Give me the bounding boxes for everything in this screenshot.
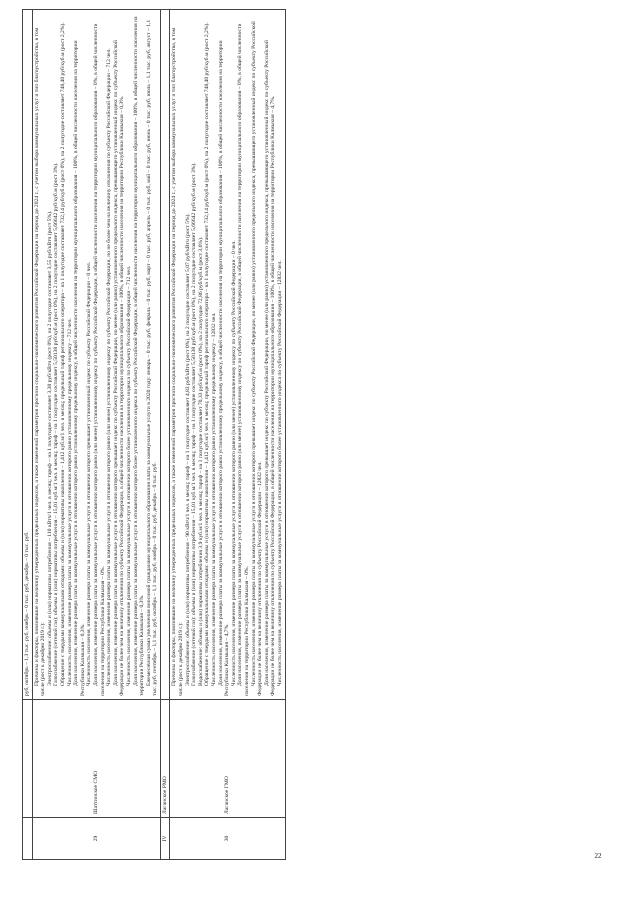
description-paragraph: Численность населения, изменение размера платы за коммунальные услуги в отношении которого более установленного индекса по субъекту Российской Федерации – 12832 чел.: [276, 260, 283, 686]
table-row-30: [170, 10, 285, 860]
description-paragraph: Доля населения, изменение размера платы за коммунальные услуги в отношении которого равно установленному предельному индексу, в общей численности населения на территории муниципального образования – 100%, в общей численности населения на территории Республики Калмыкия – 0,3%.: [73, 40, 86, 696]
description-paragraph: Численность населения, изменение размера платы за коммунальные услуги в отношении которого более установленного индекса по субъекту Российской Федерации – 712 чел.: [125, 265, 132, 686]
description-paragraph: Ежемесячная сумма увеличения вносимой гражданами муниципального образования платы за коммунальные услуги в 2020 году: январь – 0 тыс. руб, февраль – 0 тыс. руб, март – 0 тыс. руб, апрель – 0 тыс. руб, май – 0 тыс. руб, июнь – 0 тыс. руб, июль – 1,1 тыс. руб, август – 1,1 тыс. руб, сентябрь – 1,1 тыс. руб, октябрь – 1,1 тыс. руб, ноябрь – 0 тыс. руб, декабрь – 0 тыс. руб.: [145, 19, 159, 696]
description-paragraph: Доля населения, изменение размера платы за коммунальные услуги в отношении которого равно установленному предельному индексу, в общей численности населения на территории муниципального образования – 100%, в общей численности населения на территории Республики Калмыкия – 4,7%.: [217, 40, 231, 696]
municipality-name: Лаганское ГМО: [170, 700, 285, 818]
description-paragraph: Причины и факторы, повлиявшие на величину утвержденных предельных индексов, а также изменений параметров прогноза социально-экономического развития Российской Федерации на период до 2024 г., с учетом выбора коммунальных услуг и тип благоустройства, в том числе (рост к декабрю 2019 г.):: [171, 27, 185, 696]
description-paragraph: Численность населения, изменение размера платы за коммунальные услуги в отношении которого равно установленному предельному индексу – 12832 чел.: [211, 312, 218, 686]
description-paragraph: Газоснабжение (сетевой газ): объемы и (или) нормативы потребления – 15,01 куб.м/1 чел. в месяц; тариф – на 1 полугодие составляет 5,50138 руб/куб.м (рост 0%), на 2 полугодие составляет 5,66642 руб/куб.м (рост 3%).: [53, 162, 60, 686]
description-paragraph: Газоснабжение (сетевой газ): объемы и (или) нормативы потребления – 15,01 куб.м/1 чел. в месяц; тариф – на 1 полугодие составляет 5,50138 руб/куб.м (рост 0%), на 2 полугодие составляет 5,66642 руб/куб.м (рост 3%).: [191, 162, 198, 686]
row-number: 29: [32, 818, 160, 860]
table-row-29: [32, 10, 160, 860]
section-name: Лаганское РМО: [160, 700, 170, 818]
description-paragraph: Обращение с твердыми коммунальными отходами: объемы и (или) нормативы накопления – 1,412 куб.м/1 чел. в месяц; предельный тариф регионального оператора – на 1 полугодие составляет 732,14 руб/куб.м (рост 0%), на 2 полугодие составляет 748,40 руб/куб.м (рост 2,2%).: [59, 22, 66, 686]
description-paragraph: Электроснабжение: объемы и (или) нормативы потребления – 110 кВтч/1 чел. в месяц; тариф – на 1 полугодие составляет 3,38 руб/кВтч (рост 0%), на 2 полугодие составляет 3,55 руб/кВтч (рост 5%).: [46, 210, 53, 686]
description-paragraph: Электроснабжение: объемы и (или) нормативы потребления – 90 кВтч/1 чел. в месяц; тариф – на 1 полугодие составляет 4,83 руб/кВтч (рост 0%), на 2 полугодие составляет 5,07 руб/кВтч (рост 5%).: [184, 213, 191, 686]
section-number: IV: [160, 818, 170, 860]
description-paragraph: Причины и факторы, повлиявшие на величину утвержденных предельных индексов, а также изменений параметров прогноза социально-экономического развития Российской Федерации на период до 2024 г., с учетом выбора коммунальных услуг и тип благоустройства, в том числе (рост к декабрю 2019 г.):: [33, 27, 47, 696]
description-paragraph: Доля населения, изменение размера платы за коммунальные услуги в отношении которого превышает индекс по субъекту Российской Федерации, но менее (или равно) установленного предельного индекса, превышающего установленный индекс по субъекту Российской Федерации не более чем на величину отклонения по субъекту Российской Федерации, в общей численности населения на территории муниципального образования – 100%, в общей численности населения на территории Республики Калмыкия – 4,7%.: [263, 40, 277, 696]
description-paragraph: Численность населения, изменение размера платы за коммунальные услуги в отношении которого равно (или менее) установленному индексу по субъекту Российской Федерации – 0 чел.: [230, 240, 237, 686]
table-row-continued: [23, 10, 33, 860]
description-paragraph: Доля населения, изменение размера платы за коммунальные услуги в отношении которого равно (или менее) установленному индексу по субъекту Российской Федерации, в общей численности населения на территории муниципального образования – 0%, в общей численности населения на территории Республики Калмыкия – 0%.: [237, 23, 250, 696]
section-description: [160, 10, 170, 700]
description-paragraph: Обращение с твердыми коммунальными отходами: объемы и (или) нормативы накопления – 1,412 куб.м/1 чел. в месяц; предельный тариф регионального оператора – на 1 полугодие составляет 732,14 руб/куб.м (рост 0%), на 2 полугодие составляет 748,40 руб/куб.м (рост 2,2%).: [204, 22, 211, 686]
municipal-indices-table: [22, 9, 286, 860]
table-section-row: [160, 10, 170, 860]
description-paragraph: Доля населения, изменение размера платы за коммунальные услуги в отношении которого более установленного индекса по субъекту Российской Федерации, в общей численности населения на территории муниципального образования – 100%, в общей численности населения на территории Республики Калмыкия – 0,3%.: [132, 16, 146, 696]
description-paragraph: Численность населения, изменение размера платы за коммунальные услуги в отношении которого превышает индекс по субъекту Российской Федерации, но менее (или равно) установленного предельного индекса, превышающего установленный индекс по субъекту Российской Федерации не более чем на величину отклонения по субъекту Российской Федерации – 12832 чел.: [250, 21, 264, 696]
description-paragraph: Доля населения, изменение размера платы за коммунальные услуги в отношении которого равно (или менее) установленному индексу по субъекту Российской Федерации, в общей численности населения на территории муниципального образования – 0%, в общей численности населения на территории Республики Калмыкия – 0%.: [92, 23, 106, 696]
continued-text-cell: [23, 10, 33, 700]
row-number: 30: [170, 818, 285, 860]
row-description: [32, 10, 160, 700]
description-paragraph: Численность населения, изменение размера платы за коммунальные услуги в отношении которого равно установленному предельному индексу – 712 чел.: [66, 318, 73, 686]
cell-num-empty: [23, 818, 33, 860]
municipality-name: Шаттинское СМО: [32, 700, 160, 818]
continued-text: руб, октябрь – 1,3 тыс. руб, ноябрь – 0 тыс. руб, декабрь – 0 тыс. руб.: [24, 531, 30, 696]
description-paragraph: Водоснабжение: объемы и (или) нормативы потребления 3,9 куб.м/1 чел. в месяц; тариф – на 1 полугодие составляет 70,33 руб/куб.м (рост 0%), на 2 полугодие 72,86 руб/куб.м (рост 3,6%).: [197, 236, 204, 686]
cell-name-empty: [23, 700, 33, 818]
description-paragraph: Доля населения, изменение размера платы за коммунальные услуги в отношении которого превышает индекс по субъекту Российской Федерации, но менее (или равно) установленного предельного индекса, превышающего установленный индекс по субъекту Российской Федерации не более чем на величину отклонения по субъекту Российской Федерации, в общей численности населения на территории муниципального образования – 100%, в общей численности населения на территории Республики Калмыкия – 0,3%.: [112, 40, 126, 696]
page-number: 22: [594, 852, 602, 860]
row-description: [170, 10, 285, 700]
description-paragraph: Численность населения, изменение размера платы за коммунальные услуги в отношении которого равно (или менее) установленному индексу по субъекту Российской Федерации, но не более чем на величину отклонения по субъекту Российской Федерации – 712 чел.: [106, 48, 113, 686]
rotated-landscape-table-container: [22, 0, 617, 890]
description-paragraph: Численность населения, изменение размера платы за коммунальные услуги в отношении которого превышает установленный индекс по субъекту Российской Федерации – 0 чел.: [86, 261, 93, 686]
